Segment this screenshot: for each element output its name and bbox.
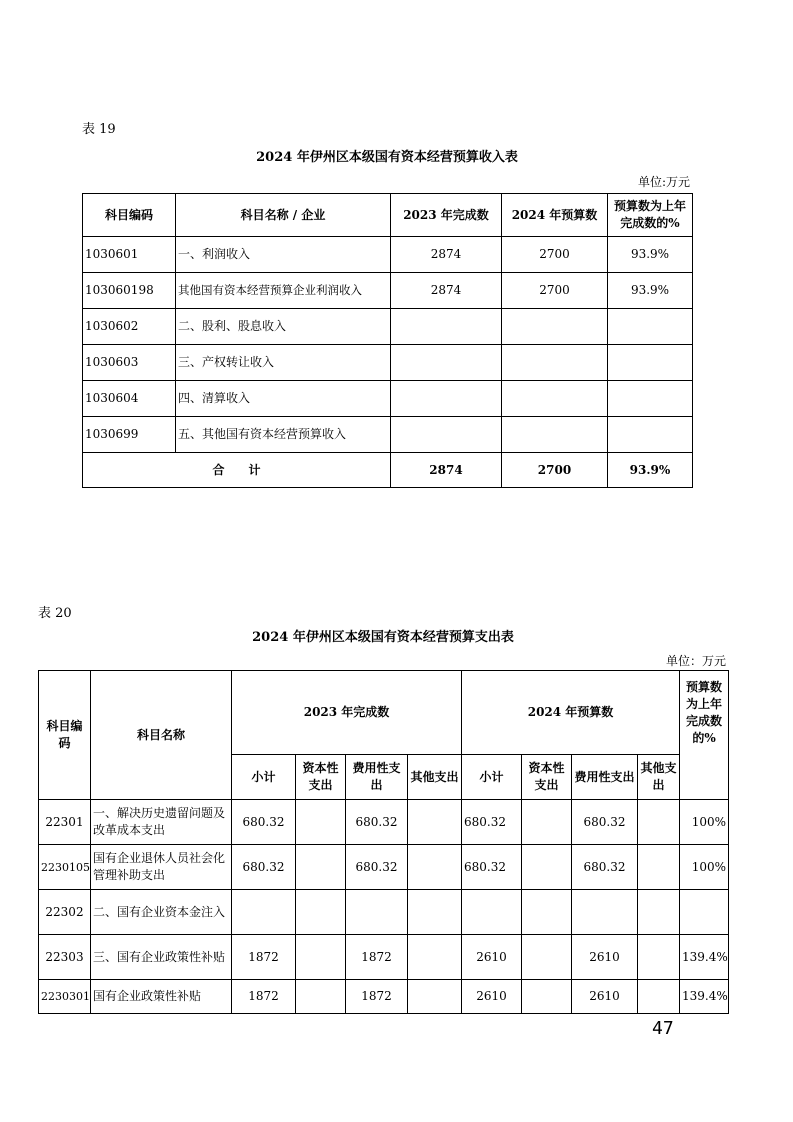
income-total-budget: 2700 (502, 453, 608, 488)
expense-cell-value (408, 845, 462, 890)
income-cell-done: 2874 (391, 273, 502, 309)
expense-cell-value (638, 935, 680, 980)
table-row (83, 309, 693, 345)
expense-cell-value: 2610 (572, 980, 638, 1014)
expense-cell-value: 1872 (232, 980, 296, 1014)
expense-cell-value (638, 890, 680, 935)
income-header-2023: 2023 年完成数 (391, 194, 502, 237)
expense-cell-value: 2610 (462, 980, 522, 1014)
expense-subheader-blank (680, 755, 729, 800)
table-row (39, 890, 729, 935)
expense-cell-value (522, 800, 572, 845)
table-row (83, 381, 693, 417)
table19-label: 表 19 (82, 122, 116, 137)
income-cell-name: 一、利润收入 (176, 237, 391, 273)
expense-cell-value: 680.32 (346, 800, 408, 845)
expense-cell-pct: 100% (680, 845, 729, 890)
income-total-row (83, 453, 693, 488)
income-header-code: 科目编码 (83, 194, 176, 237)
expense-cell-value (408, 800, 462, 845)
table-row (39, 800, 729, 845)
income-total-pct: 93.9% (608, 453, 693, 488)
income-cell-code: 1030602 (83, 309, 176, 345)
expense-cell-value (346, 890, 408, 935)
expense-cell-value (296, 890, 346, 935)
income-cell-budget: 2700 (502, 273, 608, 309)
expense-cell-name: 二、国有企业资本金注入 (91, 890, 232, 935)
expense-cell-value: 1872 (346, 935, 408, 980)
expense-cell-pct (680, 890, 729, 935)
expense-cell-value: 680.32 (232, 800, 296, 845)
expense-cell-value (522, 980, 572, 1014)
expense-cell-name: 三、国有企业政策性补贴 (91, 935, 232, 980)
expense-cell-pct: 100% (680, 800, 729, 845)
income-cell-name: 四、清算收入 (176, 381, 391, 417)
income-cell-name: 二、股利、股息收入 (176, 309, 391, 345)
table20-label: 表 20 (38, 606, 72, 621)
table-row (83, 345, 693, 381)
expense-subheader-other: 其他支出 (408, 755, 462, 800)
income-cell-pct (608, 417, 693, 453)
expense-header-name: 科目名称 (91, 671, 232, 800)
income-total-label: 合 计 (83, 453, 391, 488)
table-row (39, 980, 729, 1014)
expense-subheader-subtotal: 小计 (232, 755, 296, 800)
expense-cell-value (408, 890, 462, 935)
expense-cell-pct: 139.4% (680, 935, 729, 980)
table-row (83, 417, 693, 453)
income-cell-done (391, 417, 502, 453)
expense-cell-name: 一、解决历史遗留问题及改革成本支出 (91, 800, 232, 845)
expense-cell-name: 国有企业退休人员社会化管理补助支出 (91, 845, 232, 890)
expense-cell-value (638, 980, 680, 1014)
expense-header-code: 科目编码 (39, 671, 91, 800)
expense-cell-value: 2610 (572, 935, 638, 980)
expense-cell-code: 22302 (39, 890, 91, 935)
expense-cell-pct: 139.4% (680, 980, 729, 1014)
income-cell-budget (502, 309, 608, 345)
table19-unit: 单位:万元 (637, 175, 690, 189)
expense-subheader-other: 其他支出 (638, 755, 680, 800)
income-header-name: 科目名称 / 企业 (176, 194, 391, 237)
expense-cell-value (638, 845, 680, 890)
expense-cell-value: 680.32 (572, 800, 638, 845)
expense-subheader-expense: 费用性支出 (346, 755, 408, 800)
expense-cell-code: 2230105 (39, 845, 91, 890)
income-header-row (83, 194, 693, 237)
expense-cell-value (296, 935, 346, 980)
table-row (39, 845, 729, 890)
income-cell-pct: 93.9% (608, 273, 693, 309)
expense-cell-value: 1872 (346, 980, 408, 1014)
expense-header-row (39, 671, 729, 755)
income-cell-code: 1030601 (83, 237, 176, 273)
page-number: 47 (652, 1018, 674, 1039)
income-cell-code: 1030604 (83, 381, 176, 417)
income-table (82, 193, 693, 488)
expense-subheader-capital: 资本性支出 (522, 755, 572, 800)
income-cell-budget (502, 345, 608, 381)
income-cell-pct (608, 309, 693, 345)
expense-cell-value (462, 890, 522, 935)
table20-unit: 单位：万元 (665, 654, 726, 668)
income-cell-name: 其他国有资本经营预算企业利润收入 (176, 273, 391, 309)
income-cell-code: 103060198 (83, 273, 176, 309)
table-row (83, 273, 693, 309)
expense-cell-value: 2610 (462, 935, 522, 980)
expense-cell-value (232, 890, 296, 935)
expense-cell-name: 国有企业政策性补贴 (91, 980, 232, 1014)
expense-subheader-capital: 资本性支出 (296, 755, 346, 800)
income-cell-budget: 2700 (502, 237, 608, 273)
expense-table (38, 670, 729, 1014)
income-cell-done (391, 381, 502, 417)
expense-header-2024: 2024 年预算数 (462, 671, 680, 755)
expense-cell-value (408, 980, 462, 1014)
income-cell-done (391, 345, 502, 381)
expense-header-pct: 预算数为上年完成数的% (680, 671, 729, 755)
income-cell-budget (502, 381, 608, 417)
expense-cell-value: 680.32 (462, 800, 522, 845)
expense-subheader-subtotal: 小计 (462, 755, 522, 800)
expense-cell-value (408, 935, 462, 980)
expense-cell-code: 2230301 (39, 980, 91, 1014)
expense-subheader-expense: 费用性支出 (572, 755, 638, 800)
income-cell-code: 1030699 (83, 417, 176, 453)
expense-cell-value (296, 980, 346, 1014)
income-header-2024: 2024 年预算数 (502, 194, 608, 237)
income-cell-budget (502, 417, 608, 453)
table20-title: 2024 年伊州区本级国有资本经营预算支出表 (252, 630, 514, 645)
expense-cell-value: 680.32 (346, 845, 408, 890)
income-cell-name: 五、其他国有资本经营预算收入 (176, 417, 391, 453)
expense-cell-value (522, 890, 572, 935)
income-cell-done: 2874 (391, 237, 502, 273)
income-cell-pct (608, 345, 693, 381)
income-cell-code: 1030603 (83, 345, 176, 381)
table-row (39, 935, 729, 980)
table-row (83, 237, 693, 273)
expense-cell-value (296, 845, 346, 890)
expense-cell-code: 22301 (39, 800, 91, 845)
expense-cell-value (522, 845, 572, 890)
income-header-pct: 预算数为上年完成数的% (608, 194, 693, 237)
expense-cell-value (572, 890, 638, 935)
income-cell-pct: 93.9% (608, 237, 693, 273)
income-cell-done (391, 309, 502, 345)
expense-cell-value: 680.32 (572, 845, 638, 890)
income-cell-pct (608, 381, 693, 417)
expense-header-2023: 2023 年完成数 (232, 671, 462, 755)
expense-cell-value: 680.32 (232, 845, 296, 890)
expense-cell-value: 1872 (232, 935, 296, 980)
income-total-done: 2874 (391, 453, 502, 488)
income-cell-name: 三、产权转让收入 (176, 345, 391, 381)
expense-cell-value: 680.32 (462, 845, 522, 890)
expense-cell-value (638, 800, 680, 845)
expense-cell-value (296, 800, 346, 845)
expense-cell-code: 22303 (39, 935, 91, 980)
expense-cell-value (522, 935, 572, 980)
table19-title: 2024 年伊州区本级国有资本经营预算收入表 (256, 150, 518, 165)
